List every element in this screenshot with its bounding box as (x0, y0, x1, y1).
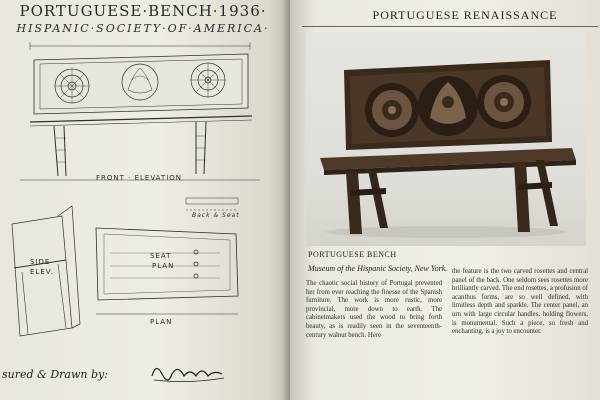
body-text-column-1: The chaotic social history of Portugal prevented her from ever reaching the finesse of the Spanish furniture. The work is more rustic, more provincial, more down to earth. The cabinetmakers used the wood to bring forth beauty, as is readily seen in the seventeenth-century walnut bench. Here (306, 280, 442, 339)
side-elev-label-1: SIDE (30, 258, 51, 266)
measured-drawing (0, 38, 292, 348)
bench-photograph (306, 32, 586, 246)
caption-subtitle: Museum of the Hispanic Society, New York. (308, 264, 448, 273)
rosette-right-photo (477, 75, 531, 129)
section-note-label: Back & Seat (192, 212, 240, 219)
plan-label: PLAN (150, 318, 173, 326)
drawing-title: PORTUGUESE·BENCH·1936· (19, 2, 267, 20)
caption-title: PORTUGUESE BENCH (308, 250, 397, 259)
section-header: PORTUGUESE RENAISSANCE (372, 8, 558, 22)
drawing-credit: sured & Drawn by: (2, 368, 108, 381)
rosette-left-drawing (55, 69, 89, 103)
drawing-subtitle: HISPANIC·SOCIETY·OF·AMERICA· (16, 22, 270, 35)
rosette-right-drawing (191, 63, 225, 97)
body-text-column-2: the feature is the two carved rosettes and central panel of the back. One seldom sees rosettes more brilliantly carved. The end rosettes, a profusion of acanthus forms, are so well defined, with limitless depth and sparkle. The center panel, an urn with large circular handles, holding flowers, is monumental. Such a piece, so fresh and enchanting, is a joy to encounter. (452, 268, 588, 336)
seat-plan-label-2: PLAN (152, 262, 175, 270)
seat-plan-label-1: SEAT (150, 252, 172, 260)
front-elevation-label: FRONT · ELEVATION (96, 174, 183, 182)
left-page (0, 0, 292, 400)
header-rule (302, 26, 598, 27)
side-elev-label-2: ELEV. (30, 268, 54, 276)
right-page (290, 0, 600, 400)
signature (148, 356, 228, 388)
rosette-left-photo (365, 83, 419, 137)
rosette-center-photo (418, 76, 478, 136)
